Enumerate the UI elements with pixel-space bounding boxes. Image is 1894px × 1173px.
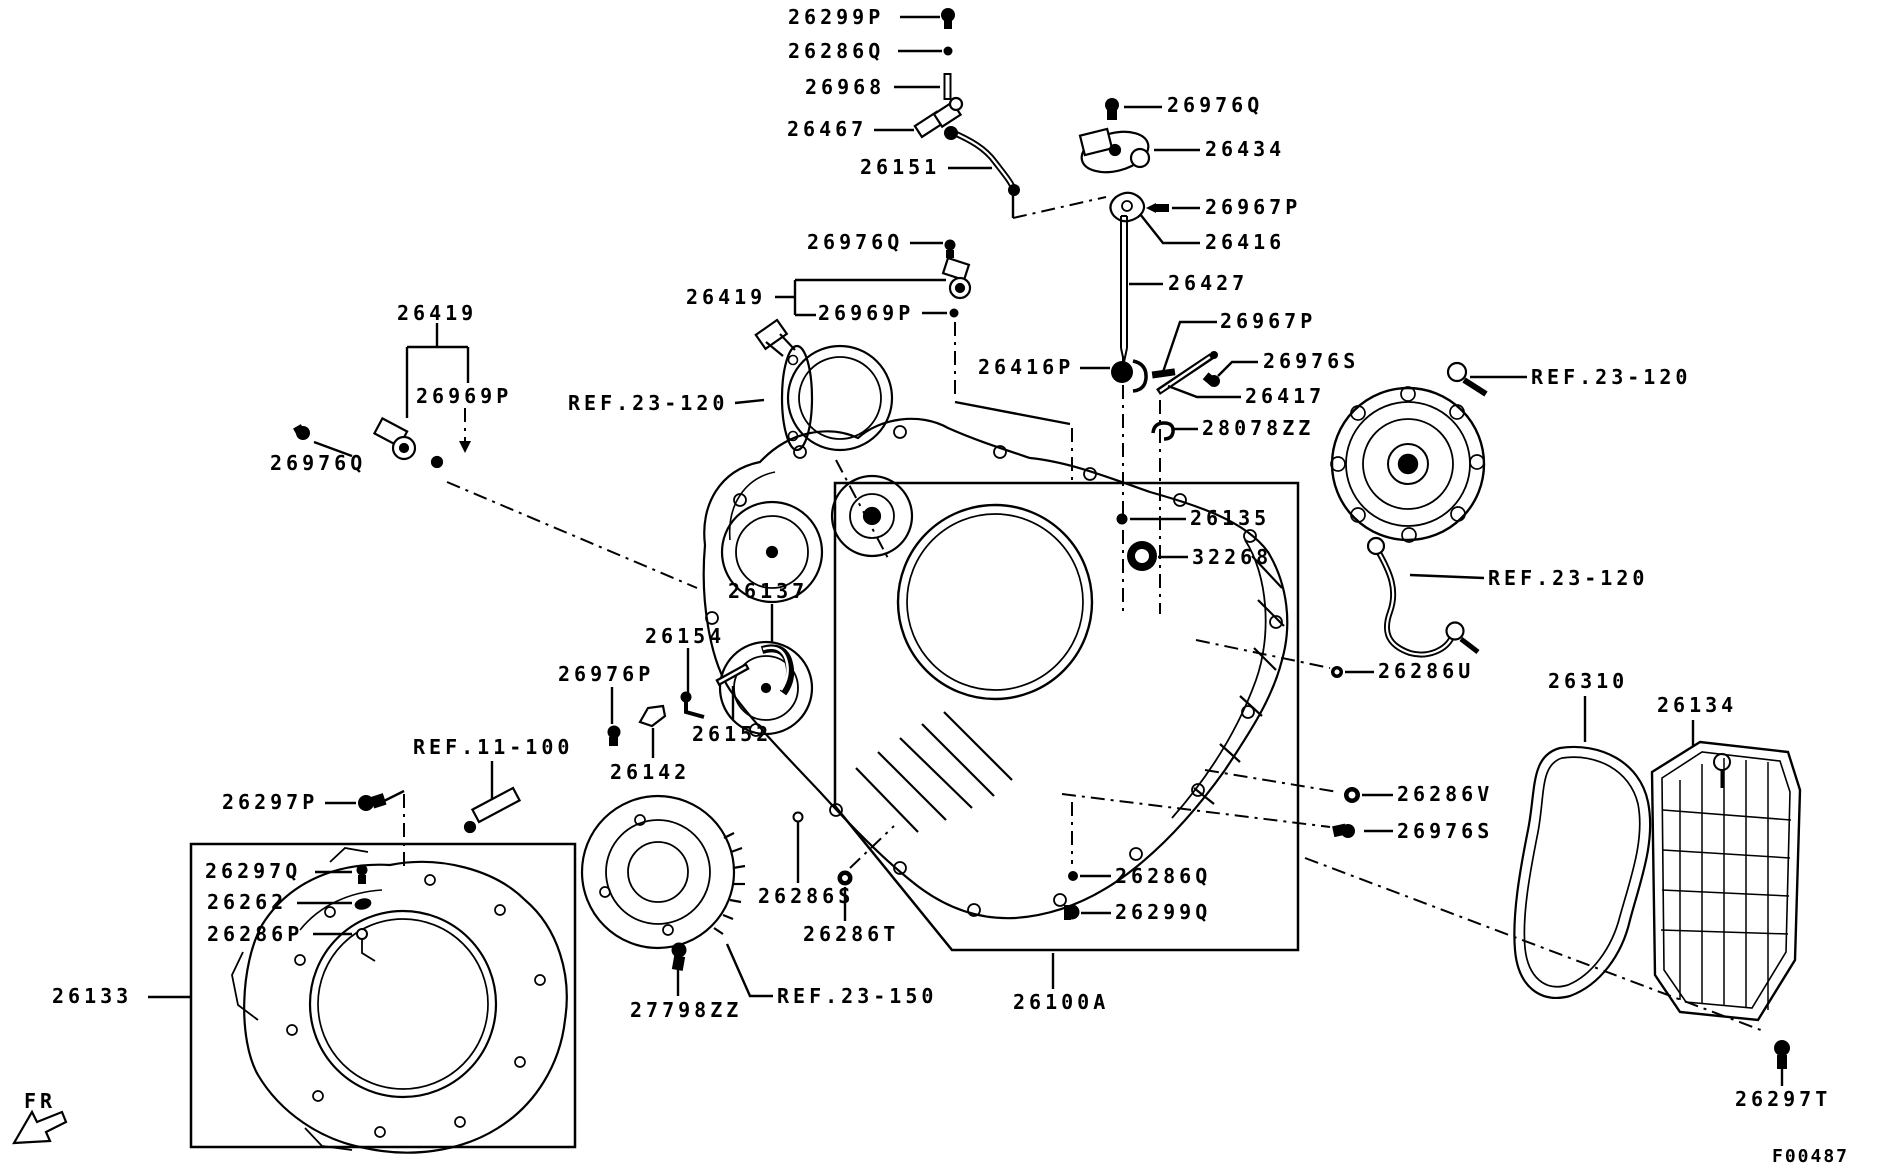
lever-assembly-26416P (1111, 361, 1146, 391)
part-label-REF.11-100: REF.11-100 (413, 735, 574, 759)
spring-pin-26154 (681, 692, 705, 718)
part-label-26297Q: 26297Q (205, 859, 302, 883)
ring-26286V (1344, 787, 1360, 803)
reference-dash-line (1062, 794, 1330, 827)
part-label-26467: 26467 (787, 117, 868, 141)
bolt-ref23-120-topright (1448, 363, 1486, 394)
part-label-REF.23-120-topright: REF.23-120 (1531, 365, 1692, 389)
reference-dash-line (1013, 197, 1106, 218)
pin-26968 (945, 74, 951, 99)
part-label-26286V: 26286V (1397, 782, 1494, 806)
oil-seal-32268 (1127, 541, 1157, 571)
bolt-26976Q-top (1105, 98, 1119, 120)
plug-26262 (353, 897, 372, 912)
leader-line (1163, 322, 1217, 372)
torque-converter-drawing (1331, 387, 1484, 542)
part-label-26434: 26434 (1205, 137, 1286, 161)
leader-line (1410, 575, 1484, 578)
reference-dash-line (836, 460, 890, 562)
leader-line (384, 791, 404, 801)
part-label-26416: 26416 (1205, 230, 1286, 254)
ring-26286P (357, 929, 375, 961)
reference-dash-line (1205, 770, 1338, 792)
part-label-32268: 32268 (1192, 545, 1273, 569)
part-label-26417: 26417 (1245, 384, 1326, 408)
clip-28078ZZ (1153, 423, 1173, 439)
part-label-26427: 26427 (1168, 271, 1249, 295)
part-label-26976Q-mid: 26976Q (807, 230, 904, 254)
clip-26142 (640, 706, 665, 726)
part-label-26976Q-left: 26976Q (270, 451, 367, 475)
part-label-26969P-left: 26969P (416, 384, 513, 408)
bolt-26976P (608, 726, 621, 747)
part-label-26967P-upper: 26967P (1205, 195, 1302, 219)
part-label-26133: 26133 (52, 984, 133, 1008)
reference-dash-line (1305, 858, 1766, 1032)
bolt-26976Q-mid (945, 240, 956, 259)
leader-line (1140, 214, 1200, 243)
part-label-26976S-upper: 26976S (1263, 349, 1360, 373)
part-label-26969P-mid: 26969P (818, 301, 915, 325)
front-direction-arrow-icon (14, 1112, 66, 1143)
gasket-26310-drawing (1514, 747, 1650, 998)
part-label-26976Q-top: 26976Q (1167, 93, 1264, 117)
reference-dash-line (447, 482, 697, 588)
ring-26286S (794, 813, 803, 822)
oil-pan-26134-drawing (1652, 742, 1800, 1020)
inhibitor-switch-26434 (1077, 125, 1152, 178)
cable-26151 (944, 126, 1020, 196)
bolt-26976S-lower (1332, 824, 1355, 838)
part-label-26968: 26968 (805, 75, 886, 99)
part-label-26297P: 26297P (222, 790, 319, 814)
part-label-26299Q: 26299Q (1115, 900, 1212, 924)
leader-line (1218, 362, 1258, 376)
sensor-26419-left (374, 418, 442, 467)
part-label-27798ZZ: 27798ZZ (630, 998, 743, 1022)
part-label-REF.23-120-left: REF.23-120 (568, 391, 729, 415)
bolt-26299Q (1064, 905, 1080, 921)
part-label-26286Q-bottom: 26286Q (1115, 864, 1212, 888)
front-direction-label: FR (24, 1089, 57, 1113)
part-label-26299P: 26299P (788, 5, 885, 29)
rod-26427 (1121, 216, 1127, 362)
figure-code: F00487 (1772, 1146, 1850, 1167)
part-label-26286Q-top: 26286Q (788, 39, 885, 63)
sensor-26419-mid (943, 258, 970, 298)
pin-26286Q-bottom (1068, 871, 1078, 881)
part-label-26151: 26151 (860, 155, 941, 179)
part-label-26419-mid: 26419 (686, 285, 767, 309)
oil-pump-ref23-150-drawing (582, 796, 745, 948)
part-label-26137: 26137 (728, 579, 809, 603)
part-label-26154: 26154 (645, 624, 726, 648)
bolt-26297Q (357, 865, 368, 885)
bolt-26976Q-left (293, 424, 310, 440)
part-label-26976S-lower: 26976S (1397, 819, 1494, 843)
leader-line (1168, 386, 1241, 397)
part-label-26142: 26142 (610, 760, 691, 784)
ring-26286U (1331, 666, 1343, 678)
bolt-26976S-upper (1203, 372, 1220, 387)
leader-line (955, 402, 1070, 424)
leader-lines (148, 17, 1782, 1086)
part-label-26286S: 26286S (758, 884, 855, 908)
part-label-26135: 26135 (1190, 506, 1271, 530)
pin-26286Q-top (944, 47, 953, 56)
bolt-26299P (941, 8, 955, 29)
oil-pipe-ref23-120-drawing (1368, 538, 1478, 655)
part-label-28078ZZ: 28078ZZ (1202, 416, 1315, 440)
part-label-26134: 26134 (1657, 693, 1738, 717)
pin-26969P-mid (950, 309, 959, 318)
part-label-26967P-lower: 26967P (1220, 309, 1317, 333)
part-label-26976P: 26976P (558, 662, 655, 686)
reference-dash-line (1196, 640, 1330, 668)
part-label-26310: 26310 (1548, 669, 1629, 693)
part-label-26297T: 26297T (1735, 1087, 1832, 1111)
leader-line (735, 400, 764, 403)
part-label-REF.23-120-midright: REF.23-120 (1488, 566, 1649, 590)
part-label-26286P: 26286P (207, 922, 304, 946)
part-label-26286U: 26286U (1378, 659, 1475, 683)
part-label-26262: 26262 (207, 890, 288, 914)
bolt-26297T (1774, 1040, 1790, 1069)
part-label-26100A: 26100A (1013, 990, 1110, 1014)
part-label-26152: 26152 (692, 722, 773, 746)
part-label-REF.23-150: REF.23-150 (777, 984, 938, 1008)
part-label-26419-left: 26419 (397, 301, 478, 325)
leader-line (727, 944, 773, 996)
part-label-26286T: 26286T (803, 922, 900, 946)
bolt-26297P (358, 793, 387, 811)
bolt-26967P-upper (1146, 203, 1169, 213)
part-label-26416P: 26416P (978, 355, 1075, 379)
